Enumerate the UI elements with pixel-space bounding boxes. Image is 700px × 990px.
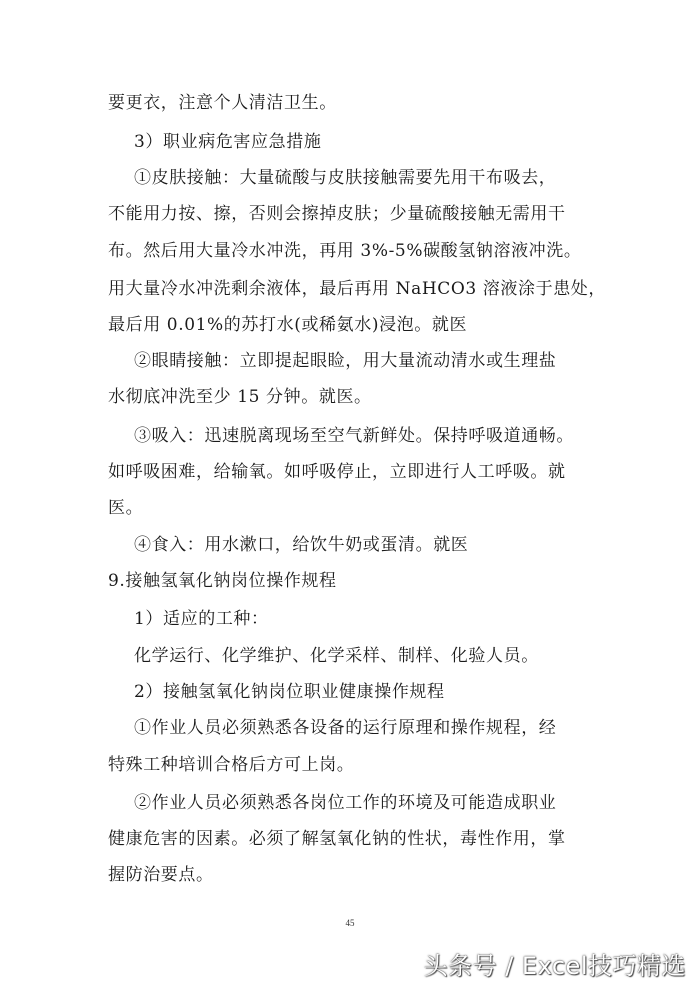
watermark: 头条号 / Excel技巧精选 (423, 952, 686, 980)
body-text-line: 水彻底冲洗至少 15 分钟。就医。 (108, 387, 372, 407)
body-text-line: 医。 (108, 498, 144, 518)
body-text-line: 要更衣，注意个人清洁卫生。 (108, 93, 337, 113)
body-text-line: 化学运行、化学维护、化学采样、制样、化验人员。 (134, 646, 539, 666)
body-text-line: ②眼睛接触：立即提起眼睑，用大量流动清水或生理盐 (134, 351, 557, 371)
body-text-line: ①作业人员必须熟悉各设备的运行原理和操作规程，经 (134, 718, 557, 738)
page-number: 45 (345, 918, 355, 928)
body-text-line: 如呼吸困难，给输氧。如呼吸停止，立即进行人工呼吸。就 (108, 462, 566, 482)
body-text-line: 健康危害的因素。必须了解氢氧化钠的性状，毒性作用，掌 (108, 829, 566, 849)
body-text-line: ④食入：用水漱口，给饮牛奶或蛋清。就医 (134, 535, 469, 555)
body-text-line: 最后用 0.01%的苏打水(或稀氨水)浸泡。就医 (108, 315, 468, 335)
section-heading: 2）接触氢氧化钠岗位职业健康操作规程 (134, 682, 445, 702)
body-text-line: ②作业人员必须熟悉各岗位工作的环境及可能造成职业 (134, 793, 557, 813)
body-text-line: 特殊工种培训合格后方可上岗。 (108, 755, 355, 775)
section-heading: 1）适应的工种： (134, 609, 269, 629)
section-heading: 3）职业病危害应急措施 (134, 132, 322, 152)
body-text-line: ③吸入：迅速脱离现场至空气新鲜处。保持呼吸道通畅。 (134, 426, 574, 446)
section-heading: 9.接触氢氧化钠岗位操作规程 (108, 571, 337, 591)
body-text-line: 不能用力按、擦，否则会擦掉皮肤；少量硫酸接触无需用干 (108, 204, 566, 224)
body-text-line: 用大量冷水冲洗剩余液体，最后再用 NaHCO3 溶液涂于患处， (108, 279, 607, 299)
body-text-line: 握防治要点。 (108, 865, 214, 885)
body-text-line: ①皮肤接触：大量硫酸与皮肤接触需要先用干布吸去， (134, 168, 557, 188)
body-text-line: 布。然后用大量冷水冲洗，再用 3%-5%碳酸氢钠溶液冲洗。 (108, 241, 582, 261)
